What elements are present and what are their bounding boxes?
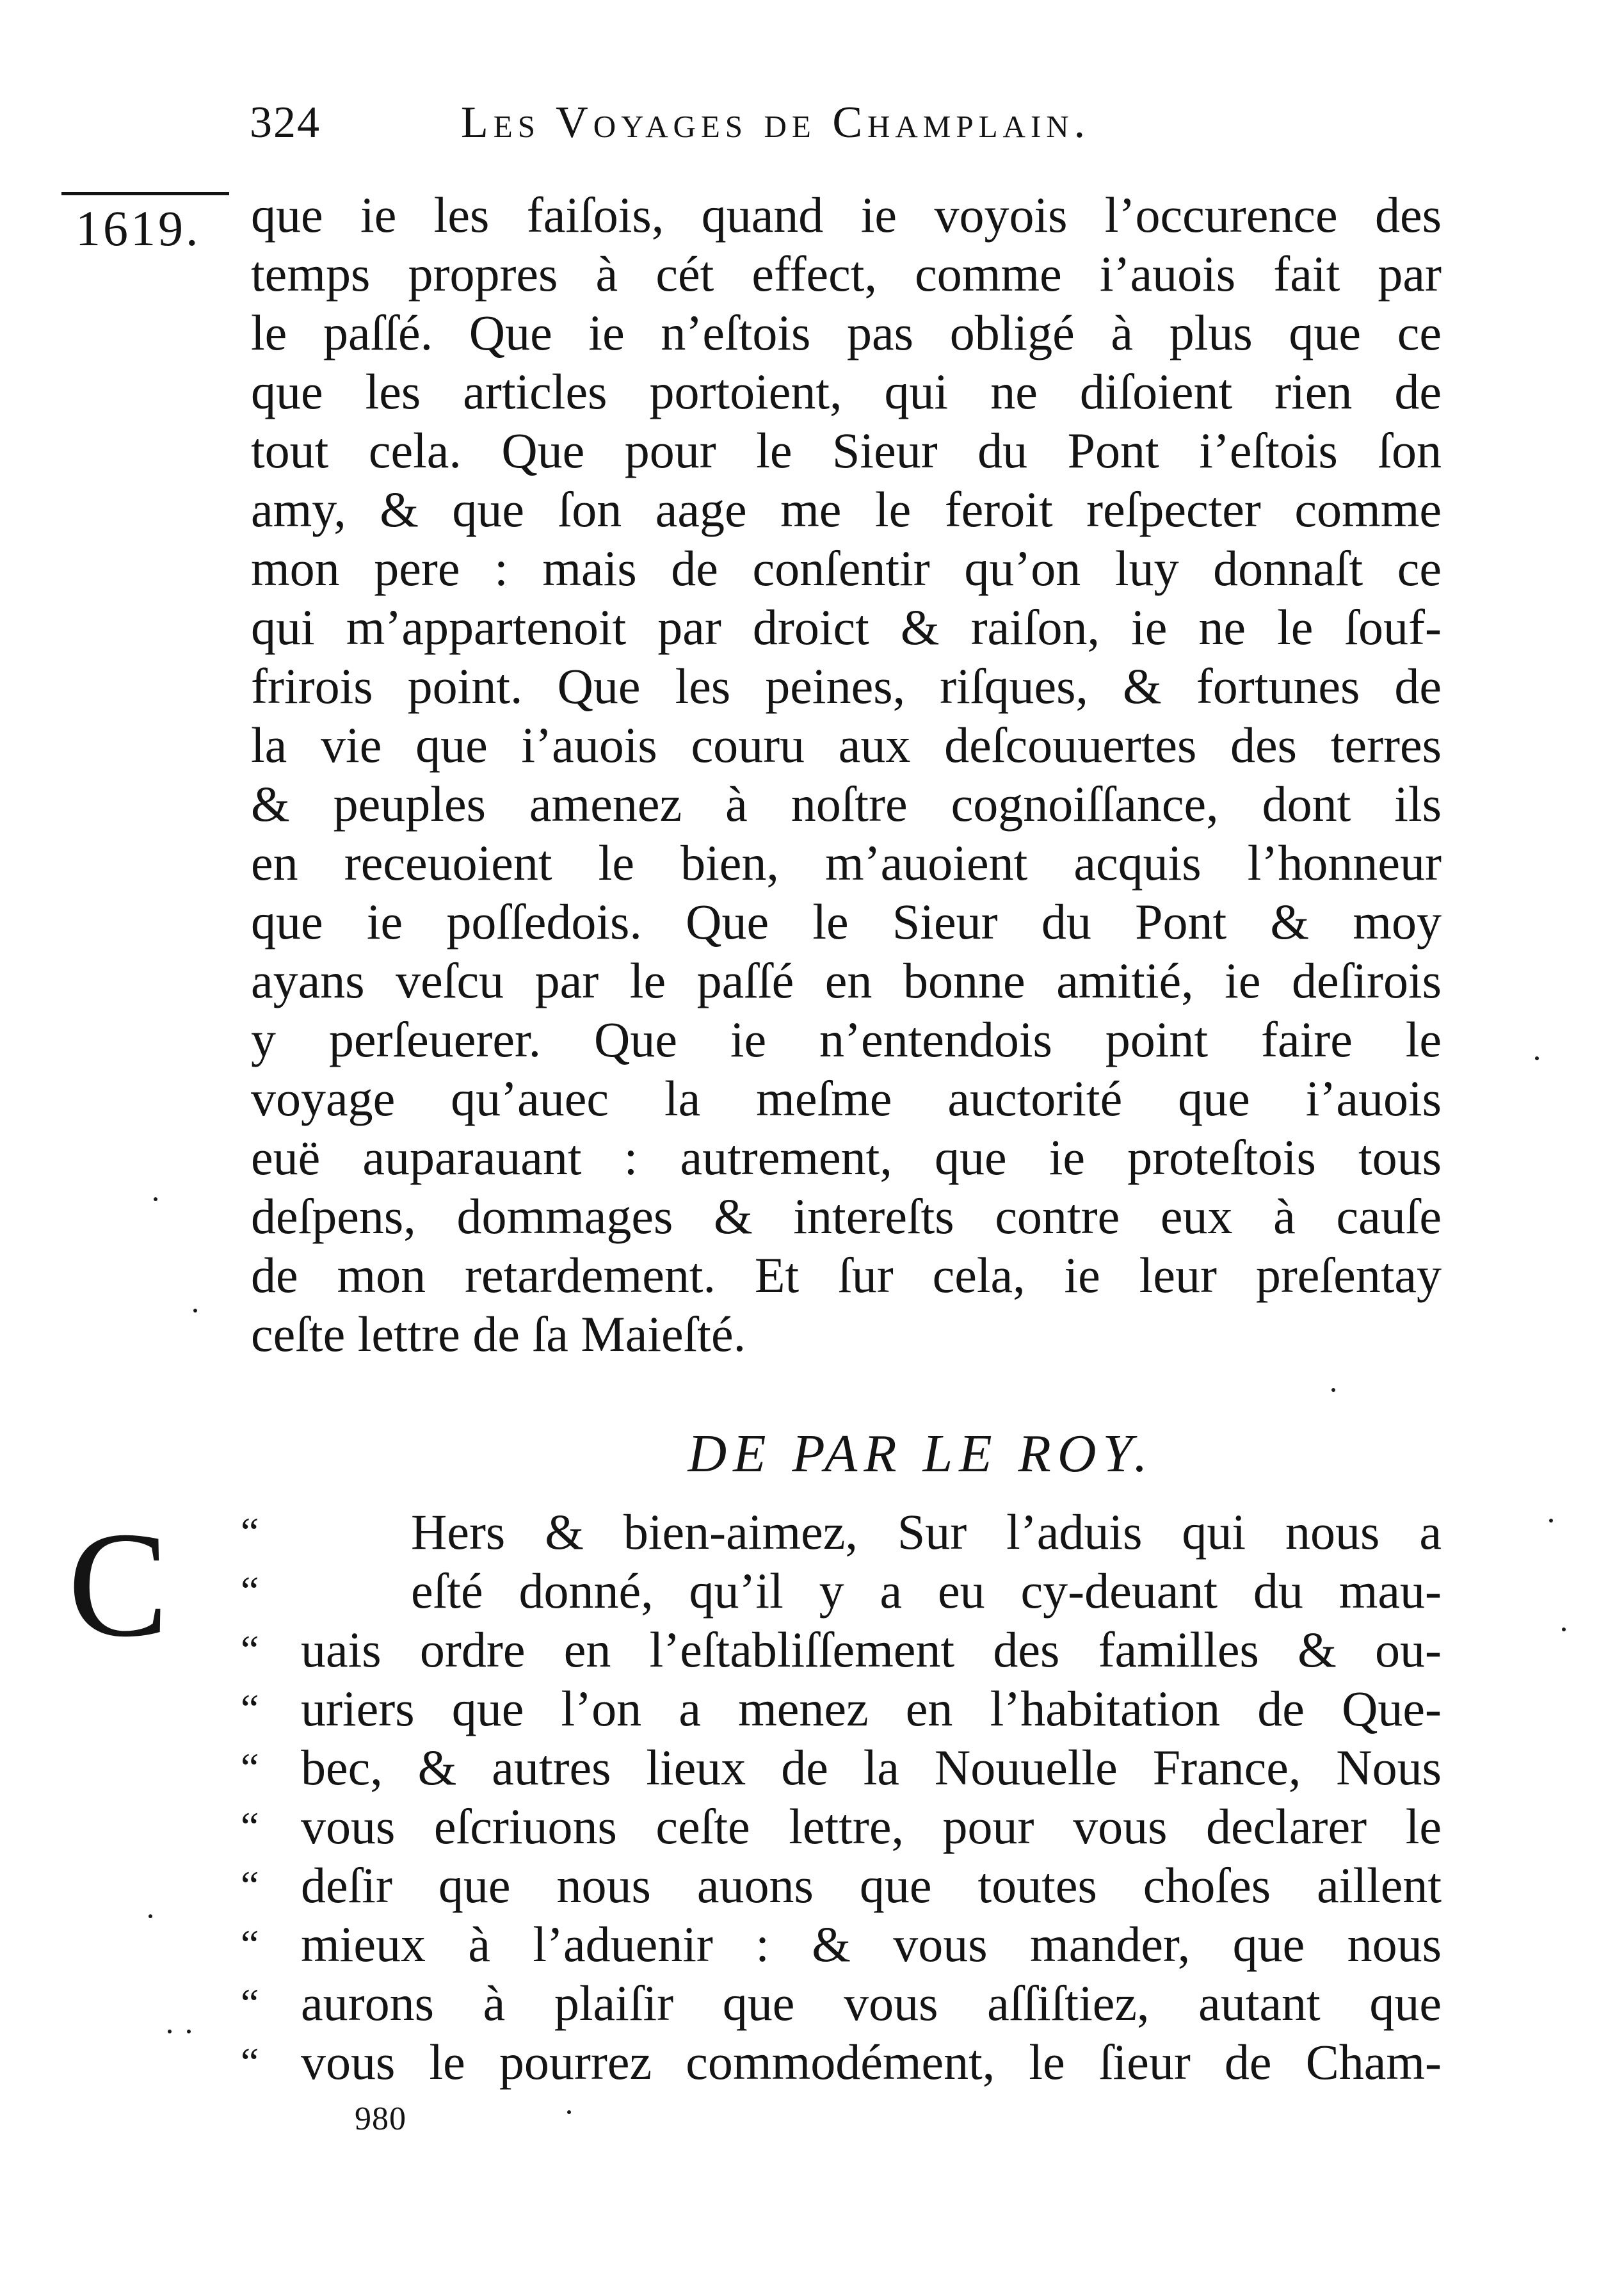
decree-line-text: vous le pourrez commodément, le ſieur de Cham- (301, 2034, 1442, 2090)
body-line: la vie que i’auois couru aux deſcouuertes des terres (251, 717, 1442, 773)
decree-line-text: Hers & bien-aimez, Sur l’aduis qui nous a (411, 1504, 1442, 1560)
decree-line (241, 1503, 1442, 1562)
body-line: & peuples amenez à noſtre cognoiſſance, dont ils (251, 776, 1442, 832)
body-line: frirois point. Que les peines, riſques, & fortunes de (251, 658, 1442, 714)
decree-text (241, 1503, 1442, 2092)
running-head (250, 97, 1248, 155)
decree-line-text: deſir que nous auons que toutes choſes aillent (301, 1857, 1442, 1913)
body-line: ayans veſcu par le paſſé en bonne amitié, ie deſirois (251, 953, 1442, 1008)
decree-line-text: uriers que l’on a menez en l’habitation de Que- (301, 1681, 1442, 1736)
decree-heading (0, 1423, 1624, 1485)
body-line: en receuoient le bien, m’auoient acquis l’honneur (251, 835, 1442, 891)
decree-line-text: bec, & autres lieux de la Nouuelle France, Nous (301, 1740, 1442, 1795)
quote-mark: “ (241, 1509, 259, 1555)
decree-line (241, 1974, 1442, 2033)
signature-mark: 980 (355, 2101, 406, 2137)
body-line: voyage qu’auec la meſme auctorité que i’auois (251, 1070, 1442, 1126)
decree-line (241, 1562, 1442, 1620)
body-line: temps propres à cét effect, comme i’auois fait par (251, 246, 1442, 302)
quote-mark: “ (241, 2039, 259, 2085)
decree-line (241, 1915, 1442, 1974)
quote-mark: “ (241, 1568, 259, 1613)
body-line: que les articles portoient, qui ne diſoient rien de (251, 364, 1442, 419)
body-line: qui m’appartenoit par droict & raiſon, ie ne le ſouf- (251, 599, 1442, 655)
ink-speck (1331, 1388, 1335, 1392)
quote-mark: “ (241, 1745, 259, 1790)
quote-mark: “ (241, 1980, 259, 2026)
ink-speck (187, 2030, 191, 2033)
ink-speck (1549, 1519, 1553, 1523)
body-line: euë auparauant : autrement, que ie proteſtois tous (251, 1129, 1442, 1185)
ink-speck (1535, 1056, 1539, 1060)
body-line: ceſte lettre de ſa Maieſté. (251, 1306, 746, 1362)
quote-mark: “ (241, 1627, 259, 1672)
decree-line (241, 1797, 1442, 1856)
ink-speck (168, 2030, 172, 2033)
decree-line (241, 2033, 1442, 2092)
body-paragraph (251, 186, 1442, 1364)
ink-speck (193, 1309, 197, 1313)
drop-cap: C (68, 1501, 169, 1668)
ink-speck (567, 2110, 571, 2114)
quote-mark: “ (241, 1921, 259, 1967)
ink-speck (149, 1914, 152, 1918)
page-number: 324 (250, 98, 321, 147)
decree-line (241, 1620, 1442, 1679)
decree-line-text: vous eſcriuons ceſte lettre, pour vous declarer le (301, 1798, 1442, 1854)
decree-line (241, 1679, 1442, 1738)
body-line: que ie poſſedois. Que le Sieur du Pont & moy (251, 894, 1442, 949)
decree-line (241, 1856, 1442, 1915)
decree-line-text: eſté donné, qu’il y a eu cy-deuant du mau- (411, 1563, 1442, 1619)
decree-line (241, 1738, 1442, 1797)
marginal-year: 1619. (76, 200, 201, 256)
running-title: Les Voyages de Champlain. (461, 98, 1091, 147)
quote-mark: “ (241, 1862, 259, 1908)
body-line: que ie les faiſois, quand ie voyois l’occurence des (251, 187, 1442, 243)
body-line: tout cela. Que pour le Sieur du Pont i’eſtois ſon (251, 423, 1442, 478)
body-line: mon pere : mais de conſentir qu’on luy donnaſt ce (251, 540, 1442, 596)
quote-mark: “ (241, 1804, 259, 1849)
ink-speck (1562, 1628, 1566, 1631)
decree-line-text: aurons à plaiſir que vous aſſiſtiez, autant que (301, 1975, 1442, 2031)
body-line: y perſeuerer. Que ie n’entendois point faire le (251, 1012, 1442, 1067)
quote-mark: “ (241, 1686, 259, 1731)
ink-speck (154, 1197, 157, 1201)
body-line: amy, & que ſon aage me le feroit reſpecter comme (251, 481, 1442, 537)
decree-heading-text: DE PAR LE ROY. (687, 1424, 1154, 1483)
body-line: de mon retardement. Et ſur cela, ie leur preſentay (251, 1247, 1442, 1303)
marginal-rule (61, 192, 229, 195)
decree-line-text: uais ordre en l’eſtabliſſement des familles & ou- (301, 1622, 1442, 1677)
body-line: deſpens, dommages & intereſts contre eux à cauſe (251, 1188, 1442, 1244)
decree-line-text: mieux à l’aduenir : & vous mander, que nous (301, 1916, 1442, 1972)
body-line: le paſſé. Que ie n’eſtois pas obligé à plus que ce (251, 305, 1442, 360)
